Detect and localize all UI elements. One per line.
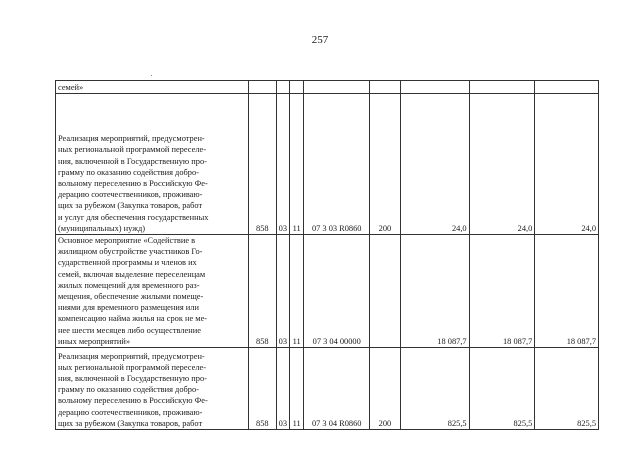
amount-year-2-cell: 825,5 xyxy=(469,348,535,430)
expense-type-cell xyxy=(370,81,401,94)
amount-year-2-cell: 18 087,7 xyxy=(469,235,535,348)
amount-year-3-cell: 18 087,7 xyxy=(535,235,599,348)
page-number: 257 xyxy=(311,34,329,46)
section-code-cell: 03 xyxy=(276,94,289,235)
target-article-cell: 07 3 04 00000 xyxy=(304,235,370,348)
row-description xyxy=(56,348,249,430)
amount-year-1-cell xyxy=(400,81,469,94)
amount-year-2-cell xyxy=(469,81,535,94)
description-line: Основное мероприятие «Содействие в xyxy=(58,236,196,245)
amount-year-2-cell: 24,0 xyxy=(469,94,535,235)
subsection-code-cell: 11 xyxy=(290,235,304,348)
section-code-cell: 03 xyxy=(276,235,289,348)
row-description xyxy=(56,235,249,348)
amount-year-3-cell xyxy=(535,81,599,94)
description-line: ния, включенной в Государственную про- xyxy=(58,374,207,384)
description-line: сударственной программы и членов их xyxy=(58,258,197,268)
description-line: дерацию соотечественников, проживаю- xyxy=(58,407,203,417)
description-line: семей, включая выделение переселенцам xyxy=(58,269,206,279)
admin-code-cell xyxy=(248,81,276,94)
subsection-code-cell: 11 xyxy=(290,94,304,235)
expense-type-cell: 200 xyxy=(370,348,401,430)
section-code-cell xyxy=(276,81,289,94)
target-article-cell xyxy=(304,81,370,94)
admin-code-cell: 858 xyxy=(248,235,276,348)
description-line: вольному переселению в Российскую Фе- xyxy=(58,396,208,406)
row-description xyxy=(56,94,249,235)
table-row xyxy=(56,348,599,430)
scan-speck xyxy=(151,75,152,76)
description-line: Реализация мероприятий, предусмотрен- xyxy=(58,134,205,144)
description-line: мещения, обеспечение жилыми помеще- xyxy=(58,292,204,302)
description-line: семей» xyxy=(58,82,84,92)
expense-type-cell: 200 xyxy=(370,94,401,235)
expense-type-cell xyxy=(370,235,401,348)
amount-year-3-cell: 24,0 xyxy=(535,94,599,235)
description-line: жилищном обустройстве участников Го- xyxy=(58,247,203,257)
description-line: нее шести месяцев либо осуществление xyxy=(58,325,201,335)
description-line: (муниципальных) нужд) xyxy=(58,223,146,233)
section-code-cell: 03 xyxy=(276,348,289,430)
table-row xyxy=(56,235,599,348)
subsection-code-cell xyxy=(290,81,304,94)
description-line: грамму по оказанию содействия добро- xyxy=(58,167,199,177)
description-line: и услуг для обеспечения государственных xyxy=(58,212,209,222)
amount-year-1-cell: 18 087,7 xyxy=(400,235,469,348)
description-line: ния, включенной в Государственную про- xyxy=(58,156,207,166)
amount-year-1-cell: 24,0 xyxy=(400,94,469,235)
description-line: щих за рубежом (Закупка товаров, работ xyxy=(58,418,203,428)
row-description xyxy=(56,81,249,94)
description-line: щих за рубежом (Закупка товаров, работ xyxy=(58,201,203,211)
subsection-code-cell: 11 xyxy=(290,348,304,430)
description-line: Реализация мероприятий, предусмотрен- xyxy=(58,351,205,361)
budget-table xyxy=(55,80,599,430)
target-article-cell: 07 3 04 R0860 xyxy=(304,348,370,430)
table-row xyxy=(56,94,599,235)
description-line: компенсацию найма жилья на срок не ме- xyxy=(58,314,208,324)
description-line: вольному переселению в Российскую Фе- xyxy=(58,178,208,188)
description-line: иных мероприятий» xyxy=(58,336,131,346)
amount-year-1-cell: 825,5 xyxy=(400,348,469,430)
table-row xyxy=(56,81,599,94)
description-line: грамму по оказанию содействия добро- xyxy=(58,385,199,395)
description-line: ных региональной программой переселе- xyxy=(58,145,207,155)
description-line: дерацию соотечественников, проживаю- xyxy=(58,190,203,200)
description-line: жилых помещений для временного раз- xyxy=(58,280,200,290)
description-line: ниями для временного размещения или xyxy=(58,303,199,313)
amount-year-3-cell: 825,5 xyxy=(535,348,599,430)
admin-code-cell: 858 xyxy=(248,94,276,235)
admin-code-cell: 858 xyxy=(248,348,276,430)
target-article-cell: 07 3 03 R0860 xyxy=(304,94,370,235)
description-line: ных региональной программой переселе- xyxy=(58,362,207,372)
